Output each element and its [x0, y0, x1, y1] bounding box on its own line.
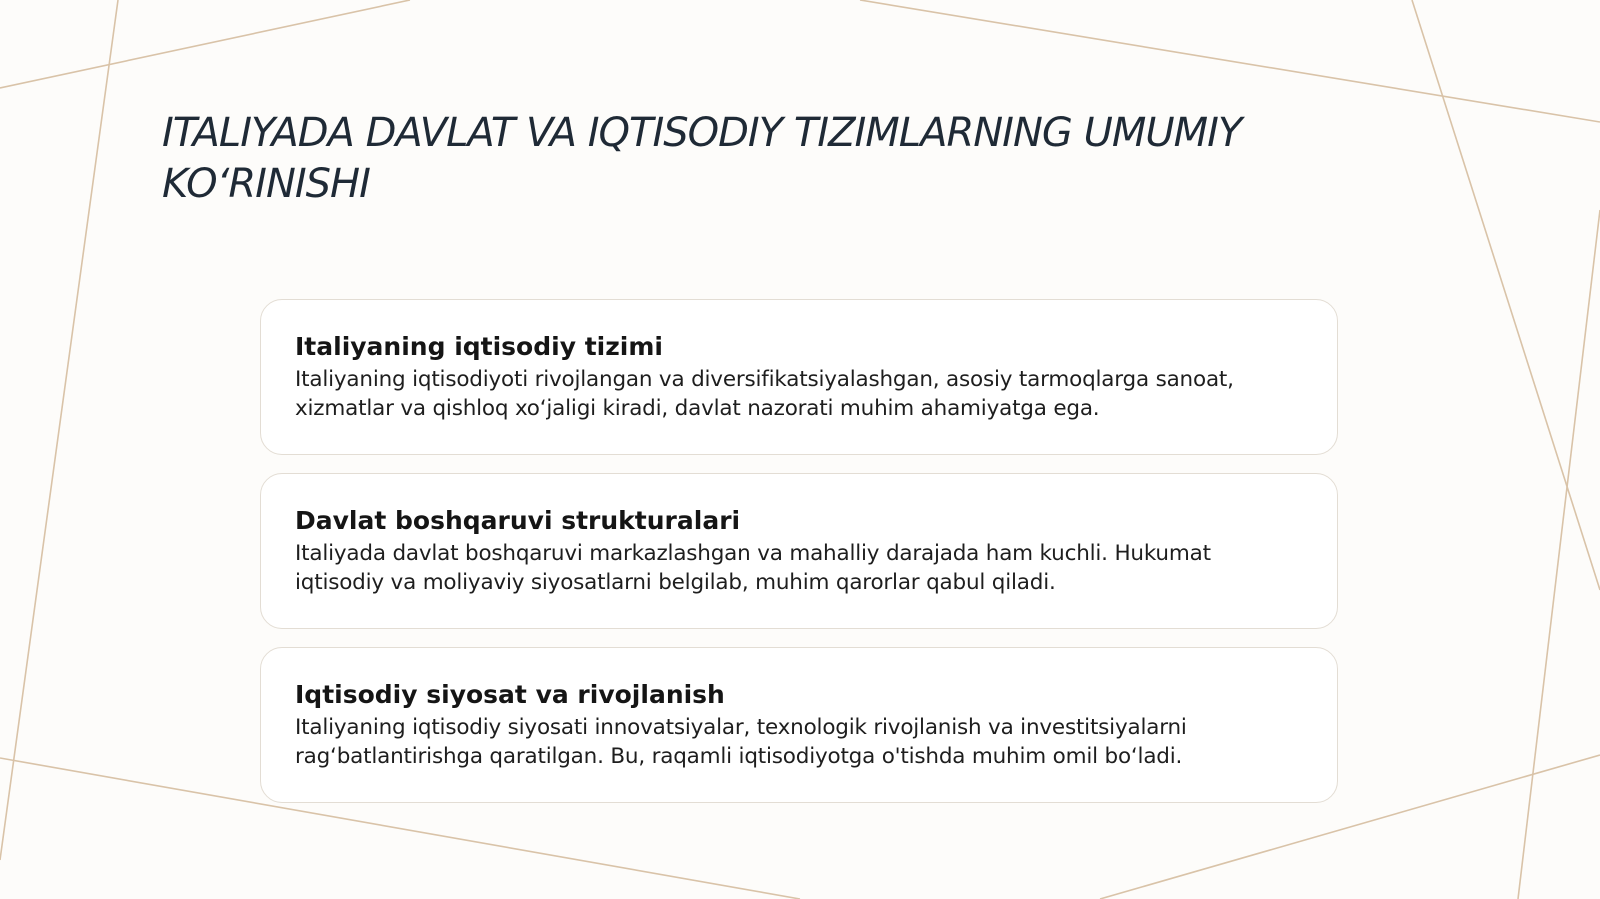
deco-line	[1518, 210, 1600, 899]
deco-line	[0, 0, 410, 88]
deco-line	[1412, 0, 1600, 590]
deco-line	[860, 0, 1600, 122]
info-card	[260, 473, 1338, 629]
slide-title: ITALIYADA DAVLAT VA IQTISODIY TIZIMLARNING UMUMIY KO‘RINISHI	[162, 110, 1242, 207]
card-text: Italiyaning iqtisodiyoti rivojlangan va diversifikatsiyalashgan, asosiy tarmoqlarga sanoat, xizmatlar va qishloq xo‘jaligi kiradi, davlat nazorati muhim ahamiyatga ega.	[295, 367, 1234, 421]
card-heading: Davlat boshqaruvi strukturalari	[295, 506, 741, 535]
info-card	[260, 647, 1338, 803]
card-heading: Iqtisodiy siyosat va rivojlanish	[295, 680, 725, 709]
info-card	[260, 299, 1338, 455]
card-text: Italiyada davlat boshqaruvi markazlashgan va mahalliy darajada ham kuchli. Hukumat iqtisodiy va moliyaviy siyosatlarni belgilab, muhim qarorlar qabul qiladi.	[295, 541, 1211, 595]
card-heading: Italiyaning iqtisodiy tizimi	[295, 332, 663, 361]
card-text: Italiyaning iqtisodiy siyosati innovatsiyalar, texnologik rivojlanish va investitsiyalarni rag‘batlantirishga qaratilgan. Bu, raqamli iqtisodiyotga o'tishda muhim omil bo‘ladi.	[295, 715, 1187, 769]
deco-line	[0, 0, 118, 860]
